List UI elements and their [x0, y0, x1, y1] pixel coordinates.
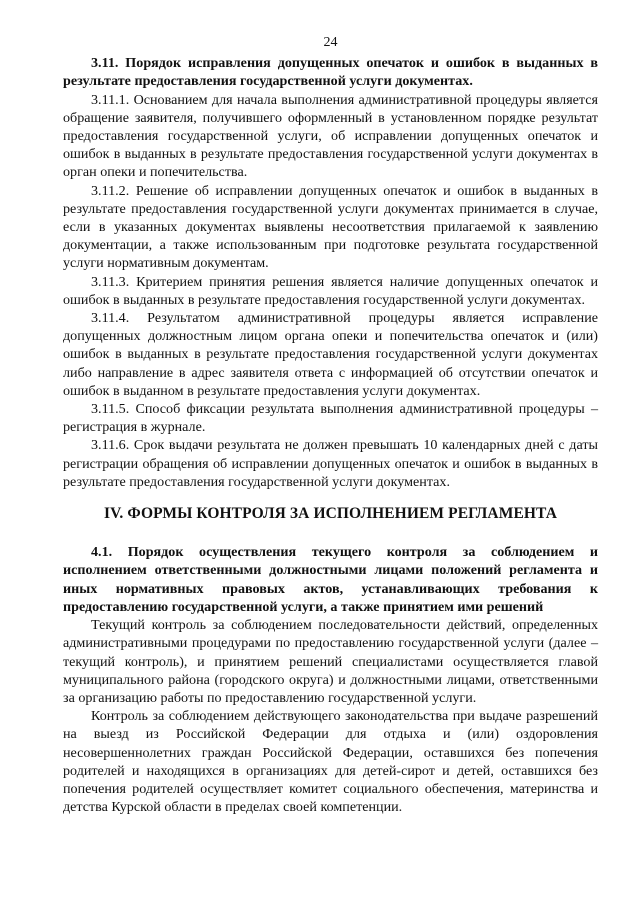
chapter-4-title: IV. ФОРМЫ КОНТРОЛЯ ЗА ИСПОЛНЕНИЕМ РЕГЛАМЕНТА: [103, 505, 557, 523]
paragraph-3-11-2: 3.11.2. Решение об исправлении допущенных опечаток и ошибок в выданных в результате предоставления государственной услуги документах принимается в случае, если в указанных документах выявлены несоответствия прилагаемой к заявлению документации, а также использованным при подготовке результата государственной услуги нормативным документам.: [63, 182, 598, 272]
section-3-11-heading: 3.11. Порядок исправления допущенных опечаток и ошибок в выданных в результате предоставления государственной услуги документах.: [63, 55, 598, 90]
paragraph-4-1-current-control: Текущий контроль за соблюдением последовательности действий, определенных административными процедурами по предоставлению государственной услуги (далее – текущий контроль), и принятием решений специалистами осуществляется главой муниципального района (городского округа) и должностными лицами, ответственными за организацию работы по предоставлению государственной услуги.: [63, 617, 598, 706]
paragraph-3-11-4: 3.11.4. Результатом административной процедуры является исправление допущенных должностным лицом органа опеки и попечительства опечаток и (или) ошибок в выданных в результате предоставления государственной услуги документах либо направление в адрес заявителя ответа с информацией об отсутствии опечаток и ошибок в выданном в результате предоставления услуги документах.: [63, 310, 598, 399]
paragraph-3-11-6: 3.11.6. Срок выдачи результата не должен превышать 10 календарных дней с даты регистрации обращения об исправлении допущенных опечаток и ошибок в выданных в результате предоставления государственной услуги документах.: [63, 437, 598, 490]
paragraph-3-11-1: 3.11.1. Основанием для начала выполнения административной процедуры является обращение заявителя, получившего оформленный в установленном порядке результат предоставления государственной услуги, об исправлении допущенных опечаток и ошибок в выданных в результате предоставления государственной услуги документах в орган опеки и попечительства.: [63, 91, 598, 181]
section-4-1-heading: 4.1. Порядок осуществления текущего контроля за соблюдением и исполнением ответственными должностными лицами положений регламента и иных нормативных правовых актов, устанавливающих требования к предоставлению государственной услуги, а также принятием ими решений: [63, 544, 598, 615]
paragraph-4-1-legislation-control: Контроль за соблюдением действующего законодательства при выдаче разрешений на выезд из Российской Федерации для отдыха и (или) оздоровления несовершеннолетних граждан Российской Федерации, оставшихся без попечения родителей и находящихся в организациях для детей-сирот и детей, оставшихся без попечения родителей осуществляет комитет социального обеспечения, материнства и детства Курской области в пределах своей компетенции.: [63, 708, 598, 816]
paragraph-3-11-5: 3.11.5. Способ фиксации результата выполнения административной процедуры – регистрация в журнале.: [63, 401, 598, 436]
paragraph-3-11-3: 3.11.3. Критерием принятия решения является наличие допущенных опечаток и ошибок в выданных в результате предоставления государственной услуги документах.: [63, 273, 598, 308]
page-number: 24: [323, 35, 338, 50]
